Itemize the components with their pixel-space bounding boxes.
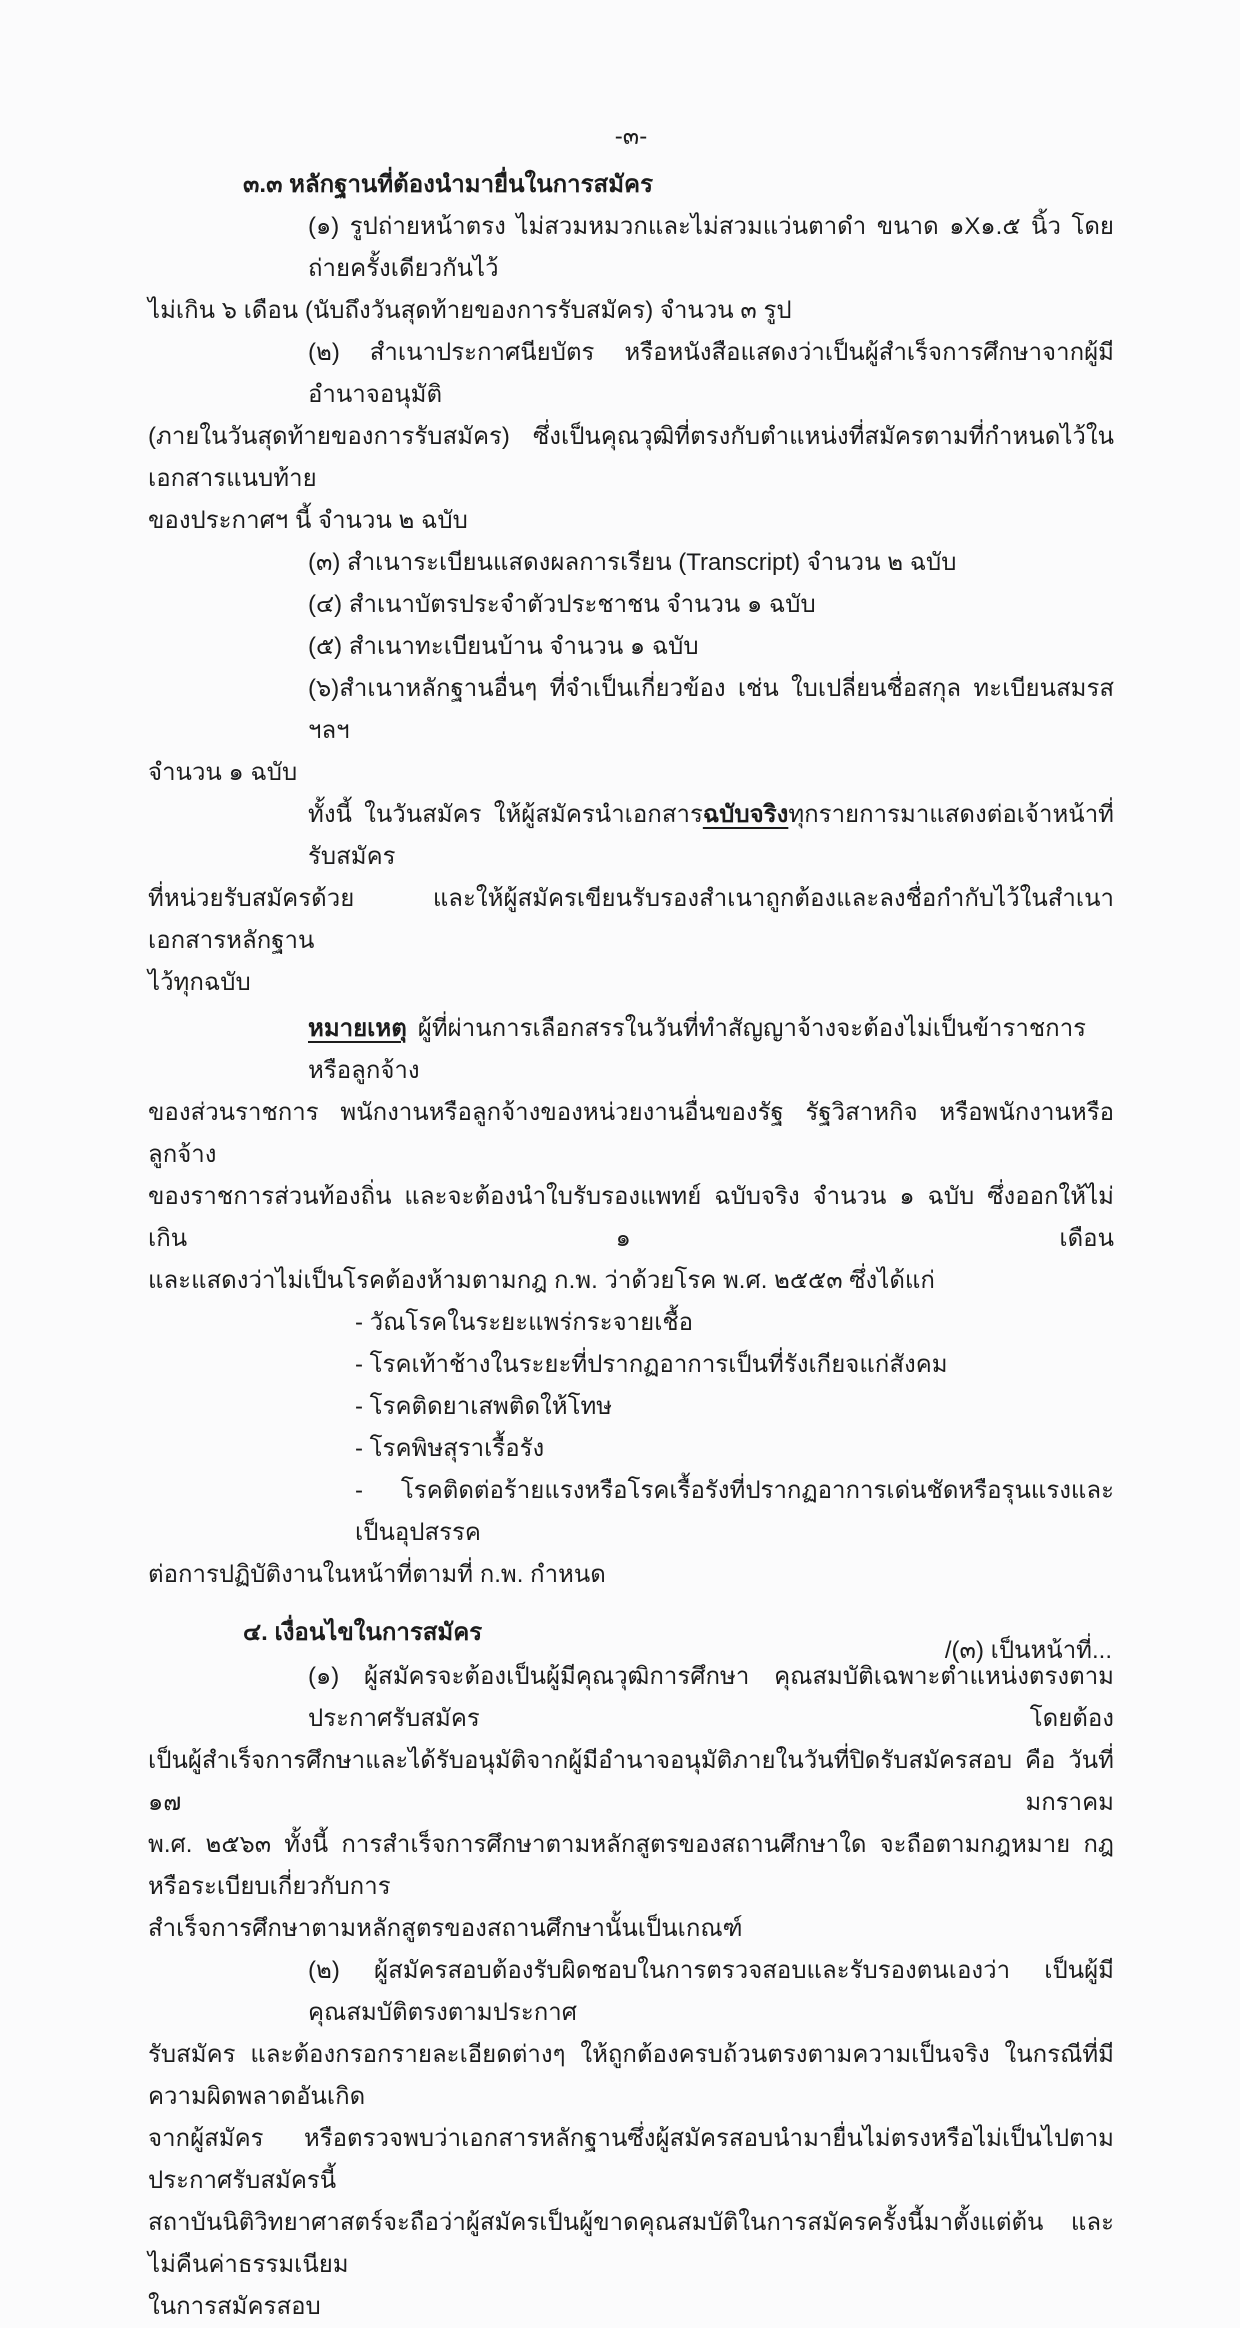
item1-line2: ไม่เกิน ๖ เดือน (นับถึงวันสุดท้ายของการรับสมัคร) จำนวน ๓ รูป [148, 297, 792, 324]
disease-item-2: - โรคเท้าช้างในระยะที่ปรากฏอาการเป็นที่รังเกียจแก่สังคม [355, 1351, 948, 1378]
remark-line2: ของส่วนราชการ พนักงานหรือลูกจ้างของหน่วยงานอื่นของรัฐ รัฐวิสาหกิจ หรือพนักงานหรือลูกจ้าง [148, 1099, 1114, 1168]
section-3-3-heading: ๓.๓ หลักฐานที่ต้องนำมายื่นในการสมัคร [243, 171, 653, 198]
original-note-line2: ที่หน่วยรับสมัครด้วย และให้ผู้สมัครเขียนรับรองสำเนาถูกต้องและลงชื่อกำกับไว้ในสำเนาเอกสารหลักฐาน [148, 885, 1114, 954]
section4-para1-line2: เป็นผู้สำเร็จการศึกษาและได้รับอนุมัติจากผู้มีอำนาจอนุมัติภายในวันที่ปิดรับสมัครสอบ คือ วันที่ ๑๗ มกราคม [148, 1747, 1114, 1816]
remark-text: ผู้ที่ผ่านการเลือกสรรในวันที่ทำสัญญาจ้างจะต้องไม่เป็นข้าราชการหรือลูกจ้าง [308, 1015, 1087, 1084]
section4-para2-line3: จากผู้สมัคร หรือตรวจพบว่าเอกสารหลักฐานซึ่งผู้สมัครสอบนำมายื่นไม่ตรงหรือไม่เป็นไปตามประกาศรับสมัครนี้ [148, 2125, 1114, 2194]
item3-line: (๓) สำเนาระเบียนแสดงผลการเรียน (Transcript) จำนวน ๒ ฉบับ [308, 549, 957, 576]
page-number: -๓- [614, 123, 648, 150]
item2-line3: ของประกาศฯ นี้ จำนวน ๒ ฉบับ [148, 507, 468, 534]
original-note-line3: ไว้ทุกฉบับ [148, 969, 251, 996]
remark-label: หมายเหตุ [308, 1015, 407, 1042]
section4-para2-line1: (๒) ผู้สมัครสอบต้องรับผิดชอบในการตรวจสอบและรับรองตนเองว่า เป็นผู้มีคุณสมบัติตรงตามประกาศ [308, 1957, 1114, 2026]
original-note-post: ทุกรายการมาแสดงต่อเจ้าหน้าที่รับสมัคร [308, 801, 1114, 870]
footer-next-page-marker: /(๓) เป็นหน้าที่... [944, 1637, 1112, 1664]
section4-para2-line2: รับสมัคร และต้องกรอกรายละเอียดต่างๆ ให้ถูกต้องครบถ้วนตรงตามความเป็นจริง ในกรณีที่มีความผิดพลาดอันเกิด [148, 2041, 1114, 2110]
item6-line2: จำนวน ๑ ฉบับ [148, 759, 298, 786]
remark-line3: ของราชการส่วนท้องถิ่น และจะต้องนำใบรับรองแพทย์ ฉบับจริง จำนวน ๑ ฉบับ ซึ่งออกให้ไม่เกิน ๑ เดือน [148, 1183, 1114, 1252]
item2-line2: (ภายในวันสุดท้ายของการรับสมัคร) ซึ่งเป็นคุณวุฒิที่ตรงกับตำแหน่งที่สมัครตามที่กำหนดไว้ในเอกสารแนบท้าย [148, 423, 1114, 492]
original-note-emphasis: ฉบับจริง [702, 801, 789, 828]
disease-item-3: - โรคติดยาเสพติดให้โทษ [355, 1393, 613, 1420]
disease-item-4: - โรคพิษสุราเรื้อรัง [355, 1435, 545, 1462]
item2-line1: (๒) สำเนาประกาศนียบัตร หรือหนังสือแสดงว่าเป็นผู้สำเร็จการศึกษาจากผู้มีอำนาจอนุมัติ [308, 339, 1114, 408]
section-4-heading: ๔. เงื่อนไขในการสมัคร [243, 1619, 483, 1646]
document-body [148, 116, 1114, 2328]
section4-para1-line1: (๑) ผู้สมัครจะต้องเป็นผู้มีคุณวุฒิการศึกษา คุณสมบัติเฉพาะตำแหน่งตรงตามประกาศรับสมัคร โดยต้อง [308, 1663, 1114, 1732]
item5-line: (๕) สำเนาทะเบียนบ้าน จำนวน ๑ ฉบับ [308, 633, 699, 660]
section4-para2-line5: ในการสมัครสอบ [148, 2293, 321, 2320]
remark-line1 [148, 1008, 1114, 1092]
remark-line4: และแสดงว่าไม่เป็นโรคต้องห้ามตามกฎ ก.พ. ว่าด้วยโรค พ.ศ. ๒๕๕๓ ซึ่งได้แก่ [148, 1267, 935, 1294]
item6-line1: (๖)สำเนาหลักฐานอื่นๆ ที่จำเป็นเกี่ยวข้อง เช่น ใบเปลี่ยนชื่อสกุล ทะเบียนสมรส ฯลฯ [308, 675, 1114, 744]
disease-item-5-line1: - โรคติดต่อร้ายแรงหรือโรคเรื้อรังที่ปรากฏอาการเด่นชัดหรือรุนแรงและเป็นอุปสรรค [355, 1477, 1114, 1546]
disease-item-1: - วัณโรคในระยะแพร่กระจายเชื้อ [355, 1309, 694, 1336]
section4-para1-line3: พ.ศ. ๒๕๖๓ ทั้งนี้ การสำเร็จการศึกษาตามหลักสูตรของสถานศึกษาใด จะถือตามกฎหมาย กฎหรือระเบียบเกี่ยวกับการ [148, 1831, 1114, 1900]
item1-line1: (๑) รูปถ่ายหน้าตรง ไม่สวมหมวกและไม่สวมแว่นตาดำ ขนาด ๑X๑.๕ นิ้ว โดยถ่ายครั้งเดียวกันไว้ [308, 213, 1114, 282]
disease-item-5-line2: ต่อการปฏิบัติงานในหน้าที่ตามที่ ก.พ. กำหนด [148, 1561, 606, 1588]
section4-para2-line4: สถาบันนิติวิทยาศาสตร์จะถือว่าผู้สมัครเป็นผู้ขาดคุณสมบัติในการสมัครครั้งนี้มาตั้งแต่ต้น และไม่คืนค่าธรรมเนียม [148, 2209, 1114, 2278]
section4-para1-line4: สำเร็จการศึกษาตามหลักสูตรของสถานศึกษานั้นเป็นเกณฑ์ [148, 1915, 743, 1942]
original-note-line1 [148, 794, 1114, 878]
original-note-pre: ทั้งนี้ ในวันสมัคร ให้ผู้สมัครนำเอกสาร [308, 801, 703, 828]
item4-line: (๔) สำเนาบัตรประจำตัวประชาชน จำนวน ๑ ฉบับ [308, 591, 816, 618]
